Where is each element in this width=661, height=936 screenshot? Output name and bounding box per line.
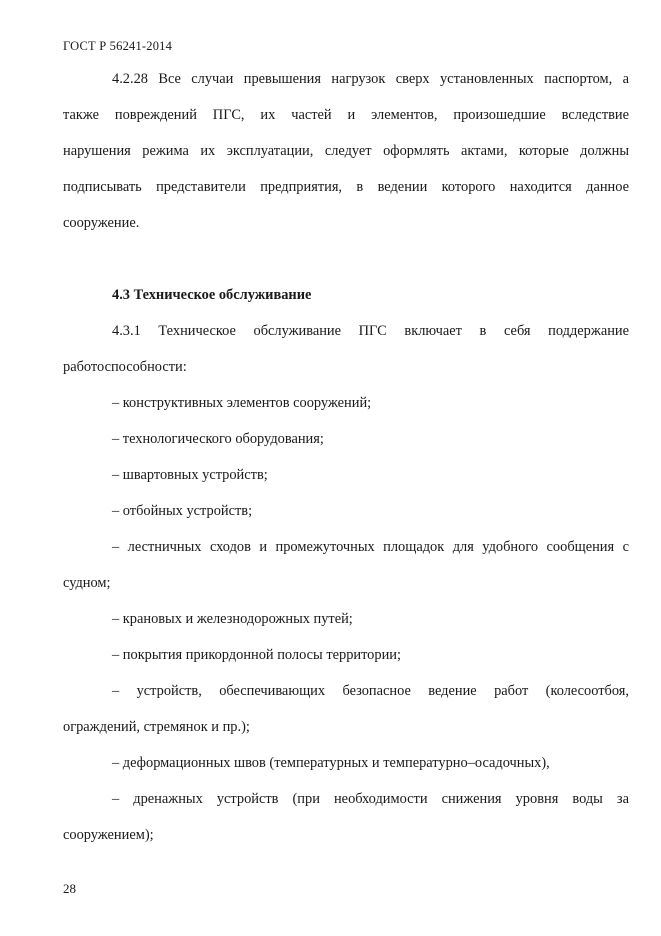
page-number: 28 [63,881,76,896]
list-item: – дренажных устройств (при необходимости снижения уровня воды за [112,791,629,807]
list-item: – лестничных сходов и промежуточных площадок для удобного сообщения с [112,539,629,555]
list-item: – крановых и железнодорожных путей; [112,611,353,627]
paragraph-line: подписывать представители предприятия, в ведении которого находится данное [63,179,629,195]
list-item: – покрытия прикордонной полосы территории; [112,647,401,663]
paragraph-line: сооружение. [63,215,140,231]
list-item-continuation: сооружением); [63,827,154,843]
list-item: – деформационных швов (температурных и температурно–осадочных), [112,755,550,771]
list-item: – технологического оборудования; [112,431,324,447]
paragraph-line: 4.3.1 Техническое обслуживание ПГС включает в себя поддержание [112,323,629,339]
list-item: – отбойных устройств; [112,503,253,519]
paragraph-line: также повреждений ПГС, их частей и элементов, произошедшие вследствие [63,107,629,123]
paragraph-line: работоспособности: [63,359,187,375]
list-item: – устройств, обеспечивающих безопасное ведение работ (колесоотбоя, [112,683,629,699]
list-item-continuation: ограждений, стремянок и пр.); [63,719,250,735]
section-heading: 4.3 Техническое обслуживание [112,287,312,303]
document-header: ГОСТ Р 56241-2014 [63,39,173,53]
list-item-continuation: судном; [63,575,111,591]
paragraph-line: 4.2.28 Все случаи превышения нагрузок сверх установленных паспортом, а [112,71,629,87]
list-item: – конструктивных элементов сооружений; [112,395,372,411]
list-item: – швартовных устройств; [112,467,268,483]
paragraph-line: нарушения режима их эксплуатации, следует оформлять актами, которые должны [63,143,629,159]
